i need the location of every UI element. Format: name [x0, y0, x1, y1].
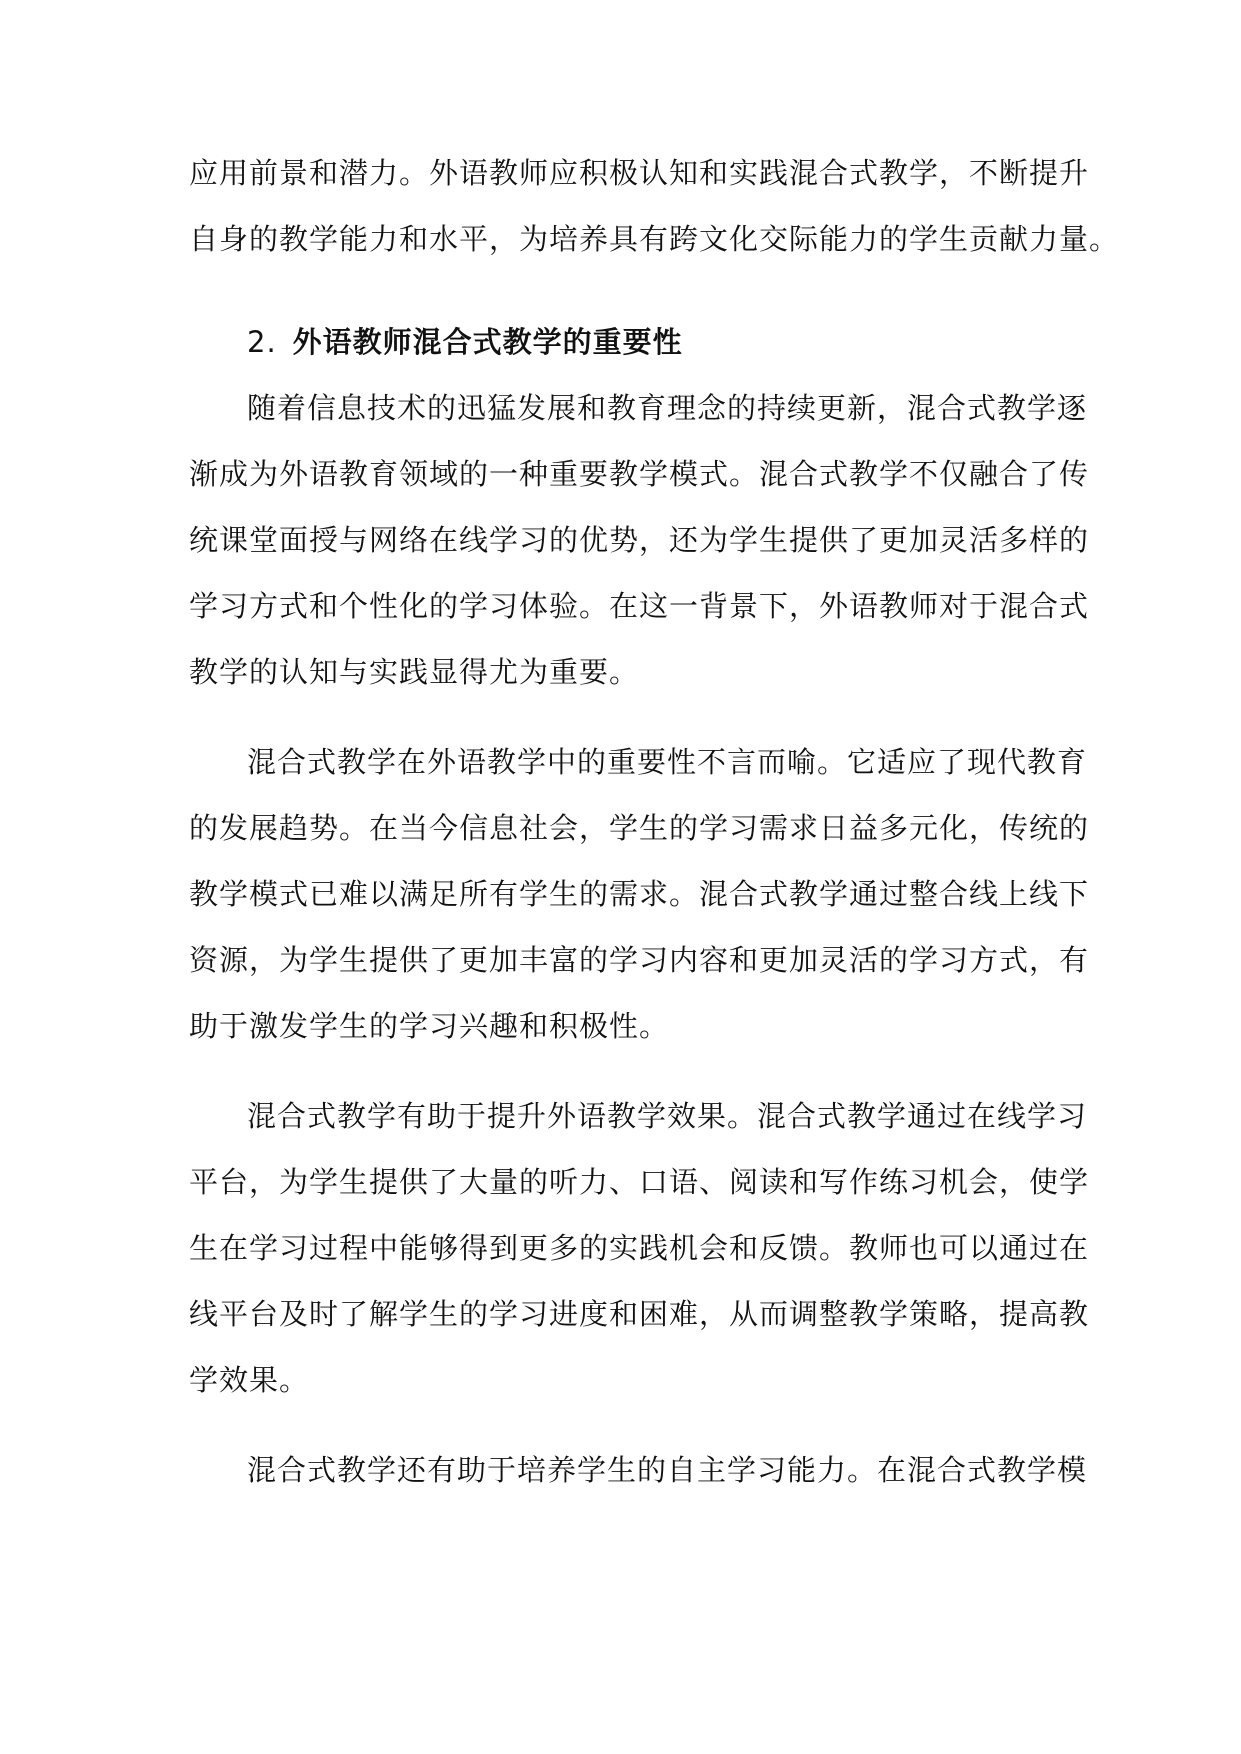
section-number: 2.: [247, 325, 277, 359]
text-line: 混合式教学还有助于培养学生的自主学习能力。在混合式教学模: [247, 1453, 1088, 1487]
document-body: [189, 140, 1120, 1503]
text-line: 教学的认知与实践显得尤为重要。: [189, 655, 640, 689]
text-line: 教学模式已难以满足所有学生的需求。混合式教学通过整合线上线下: [189, 877, 1090, 911]
text-line: 学效果。: [189, 1363, 310, 1397]
text-line: 助于激发学生的学习兴趣和积极性。: [189, 1009, 670, 1043]
text-line: 统课堂面授与网络在线学习的优势，还为学生提供了更加灵活多样的: [189, 523, 1090, 557]
text-line: 的发展趋势。在当今信息社会，学生的学习需求日益多元化，传统的: [189, 811, 1090, 845]
text-line: 随着信息技术的迅猛发展和教育理念的持续更新，混合式教学逐: [247, 391, 1088, 425]
text-line: 混合式教学在外语教学中的重要性不言而喻。它适应了现代教育: [247, 745, 1088, 779]
text-line: 自身的教学能力和水平，为培养具有跨文化交际能力的学生贡献力量。: [189, 222, 1120, 256]
paragraph: [189, 375, 1090, 705]
text-line: 资源，为学生提供了更加丰富的学习内容和更加灵活的学习方式，有: [189, 943, 1090, 977]
paragraph: [189, 729, 1090, 1059]
text-line: 生在学习过程中能够得到更多的实践机会和反馈。教师也可以通过在: [189, 1231, 1090, 1265]
text-line: 混合式教学有助于提升外语教学效果。混合式教学通过在线学习: [247, 1099, 1088, 1133]
text-line: 渐成为外语教育领域的一种重要教学模式。混合式教学不仅融合了传: [189, 457, 1090, 491]
text-line: 应用前景和潜力。外语教师应积极认知和实践混合式教学，不断提升: [189, 156, 1090, 190]
text-line: 线平台及时了解学生的学习进度和困难，从而调整教学策略，提高教: [189, 1297, 1090, 1331]
section-title: 外语教师混合式教学的重要性: [292, 325, 683, 359]
paragraph: [189, 1083, 1090, 1413]
section-heading: [189, 309, 1059, 375]
paragraph: [189, 1437, 1088, 1503]
text-line: 学习方式和个性化的学习体验。在这一背景下，外语教师对于混合式: [189, 589, 1090, 623]
intro-paragraph: [189, 140, 1120, 272]
text-line: 平台，为学生提供了大量的听力、口语、阅读和写作练习机会，使学: [189, 1165, 1090, 1199]
